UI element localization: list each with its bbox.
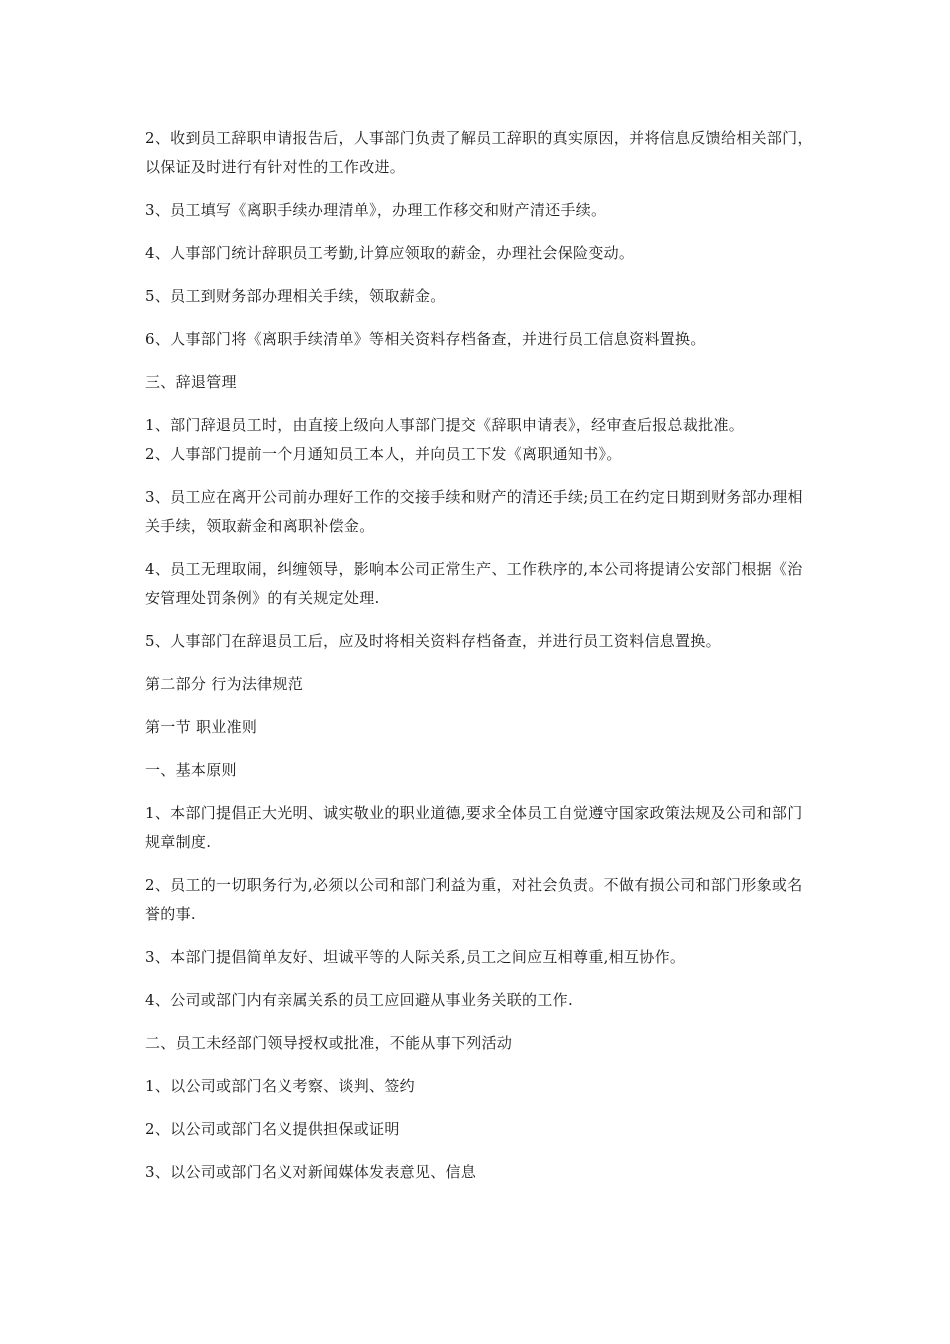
section-heading-dismissal: 三、辞退管理	[145, 373, 237, 391]
paragraph-prohibited-3: 3、以公司或部门名义对新闻媒体发表意见、信息	[145, 1163, 477, 1181]
paragraph-dismissal-step-5: 5、人事部门在辞退员工后，应及时将相关资料存档备查，并进行员工资料信息置换。	[145, 632, 721, 650]
paragraph-resignation-step-5: 5、员工到财务部办理相关手续，领取薪金。	[145, 287, 446, 305]
paragraph-dismissal-step-1: 1、部门辞退员工时，由直接上级向人事部门提交《辞职申请表》，经审查后报总裁批准。	[145, 416, 745, 434]
subheading-prohibited-activities: 二、员工未经部门领导授权或批准，不能从事下列活动	[145, 1034, 513, 1052]
subheading-basic-principles: 一、基本原则	[145, 761, 237, 779]
paragraph-principle-2: 2、员工的一切职务行为,必须以公司和部门利益为重，对社会负责。不做有损公司和部门形象或名誉的事.	[145, 876, 803, 923]
paragraph-prohibited-2: 2、以公司或部门名义提供担保或证明	[145, 1120, 400, 1138]
section-heading-professional-code: 第一节 职业准则	[145, 718, 258, 736]
paragraph-resignation-step-2: 2、收到员工辞职申请报告后，人事部门负责了解员工辞职的真实原因，并将信息反馈给相关部门，以保证及时进行有针对性的工作改进。	[145, 129, 813, 176]
paragraph-dismissal-step-3: 3、员工应在离开公司前办理好工作的交接手续和财产的清还手续;员工在约定日期到财务部办理相关手续，领取薪金和离职补偿金。	[145, 488, 803, 535]
paragraph-prohibited-1: 1、以公司或部门名义考察、谈判、签约	[145, 1077, 415, 1095]
part-heading-behavior-legal: 第二部分 行为法律规范	[145, 675, 304, 693]
paragraph-dismissal-step-4: 4、员工无理取闹，纠缠领导，影响本公司正常生产、工作秩序的,本公司将提请公安部门根据《治安管理处罚条例》的有关规定处理.	[145, 560, 803, 607]
paragraph-principle-4: 4、公司或部门内有亲属关系的员工应回避从事业务关联的工作.	[145, 991, 574, 1009]
paragraph-resignation-step-4: 4、人事部门统计辞职员工考勤,计算应领取的薪金，办理社会保险变动。	[145, 244, 635, 262]
paragraph-resignation-step-6: 6、人事部门将《离职手续清单》等相关资料存档备查，并进行员工信息资料置换。	[145, 330, 706, 348]
document-page	[145, 124, 815, 1201]
paragraph-principle-3: 3、本部门提倡简单友好、坦诚平等的人际关系,员工之间应互相尊重,相互协作。	[145, 948, 686, 966]
paragraph-principle-1: 1、本部门提倡正大光明、诚实敬业的职业道德,要求全体员工自觉遵守国家政策法规及公司和部门规章制度.	[145, 804, 803, 851]
paragraph-resignation-step-3: 3、员工填写《离职手续办理清单》，办理工作移交和财产清还手续。	[145, 201, 607, 219]
paragraph-dismissal-step-2: 2、人事部门提前一个月通知员工本人，并向员工下发《离职通知书》。	[145, 445, 622, 463]
